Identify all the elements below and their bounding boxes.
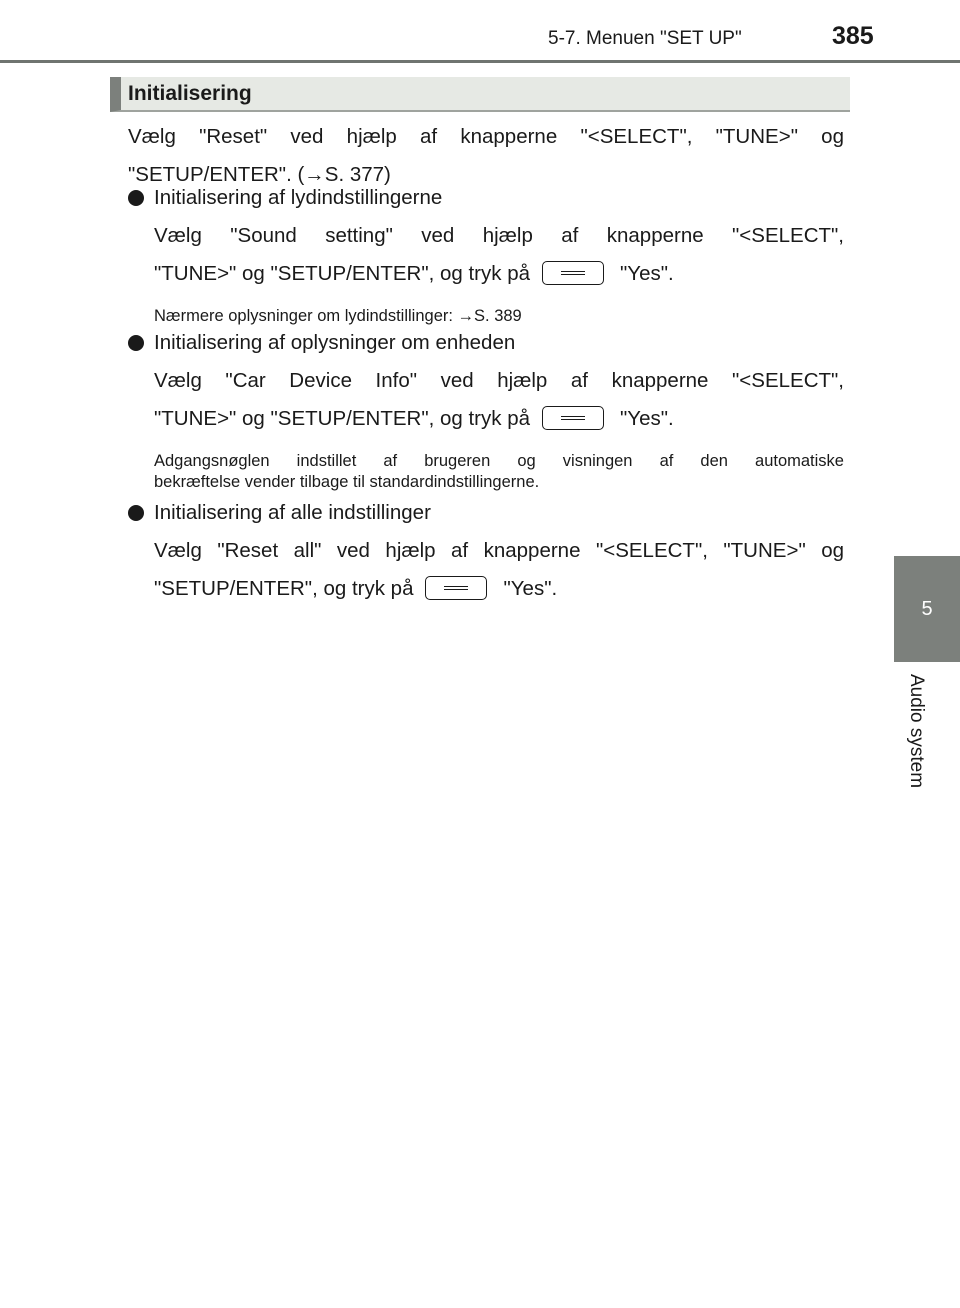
item-line: Vælg "Sound setting" ved hjælp af knapperne "<SELECT", [154, 224, 844, 247]
chapter-number: 5 [921, 597, 933, 620]
note-line: bekræftelse vender tilbage til standardindstillingerne. [154, 473, 540, 491]
header-rule [0, 60, 960, 63]
item-body [154, 217, 844, 293]
item-note [154, 451, 844, 493]
list-item-title [128, 499, 431, 527]
chapter-label [896, 674, 936, 834]
item-text: "SETUP/ENTER", og tryk på [154, 577, 414, 600]
item-text: "TUNE>" og "SETUP/ENTER", og tryk på [154, 407, 531, 430]
intro-paragraph [128, 118, 844, 194]
intro-line: "SETUP/ENTER". (→S. 377) [128, 163, 391, 186]
item-note [154, 306, 844, 327]
note-line: Nærmere oplysninger om lydindstillinger: →S. 389 [154, 307, 522, 325]
item-title: Initialisering af lydindstillingerne [154, 186, 443, 209]
item-text: "Yes". [620, 407, 674, 430]
running-header: 5-7. Menuen "SET UP" [548, 28, 742, 49]
item-line: Vælg "Reset all" ved hjælp af knapperne "<SELECT", "TUNE>" og [154, 539, 844, 562]
intro-line: Vælg "Reset" ved hjælp af knapperne "<SELECT", "TUNE>" og [128, 125, 844, 148]
item-text: "Yes". [503, 577, 558, 600]
chapter-title: Audio system [906, 674, 927, 789]
item-body [154, 532, 844, 608]
item-title: Initialisering af oplysninger om enheden [154, 331, 516, 354]
bullet-icon [128, 505, 144, 521]
bullet-icon [128, 335, 144, 351]
chapter-tab [894, 556, 960, 662]
item-line: Vælg "Car Device Info" ved hjælp af knapperne "<SELECT", [154, 369, 844, 392]
section-heading: Initialisering [110, 77, 850, 112]
item-line [154, 570, 844, 608]
steering-switch-icon [542, 406, 604, 430]
bullet-icon [128, 190, 144, 206]
steering-switch-icon [425, 576, 487, 600]
item-text: "Yes". [620, 262, 674, 285]
note-line: Adgangsnøglen indstillet af brugeren og visningen af den automatiske [154, 452, 844, 470]
steering-switch-icon [542, 261, 604, 285]
page-number: 385 [832, 22, 874, 50]
list-item-title [128, 184, 442, 212]
item-title: Initialisering af alle indstillinger [154, 501, 431, 524]
list-item-title [128, 329, 515, 357]
item-line [154, 255, 844, 293]
item-text: "TUNE>" og "SETUP/ENTER", og tryk på [154, 262, 531, 285]
item-line [154, 400, 844, 438]
item-body [154, 362, 844, 438]
